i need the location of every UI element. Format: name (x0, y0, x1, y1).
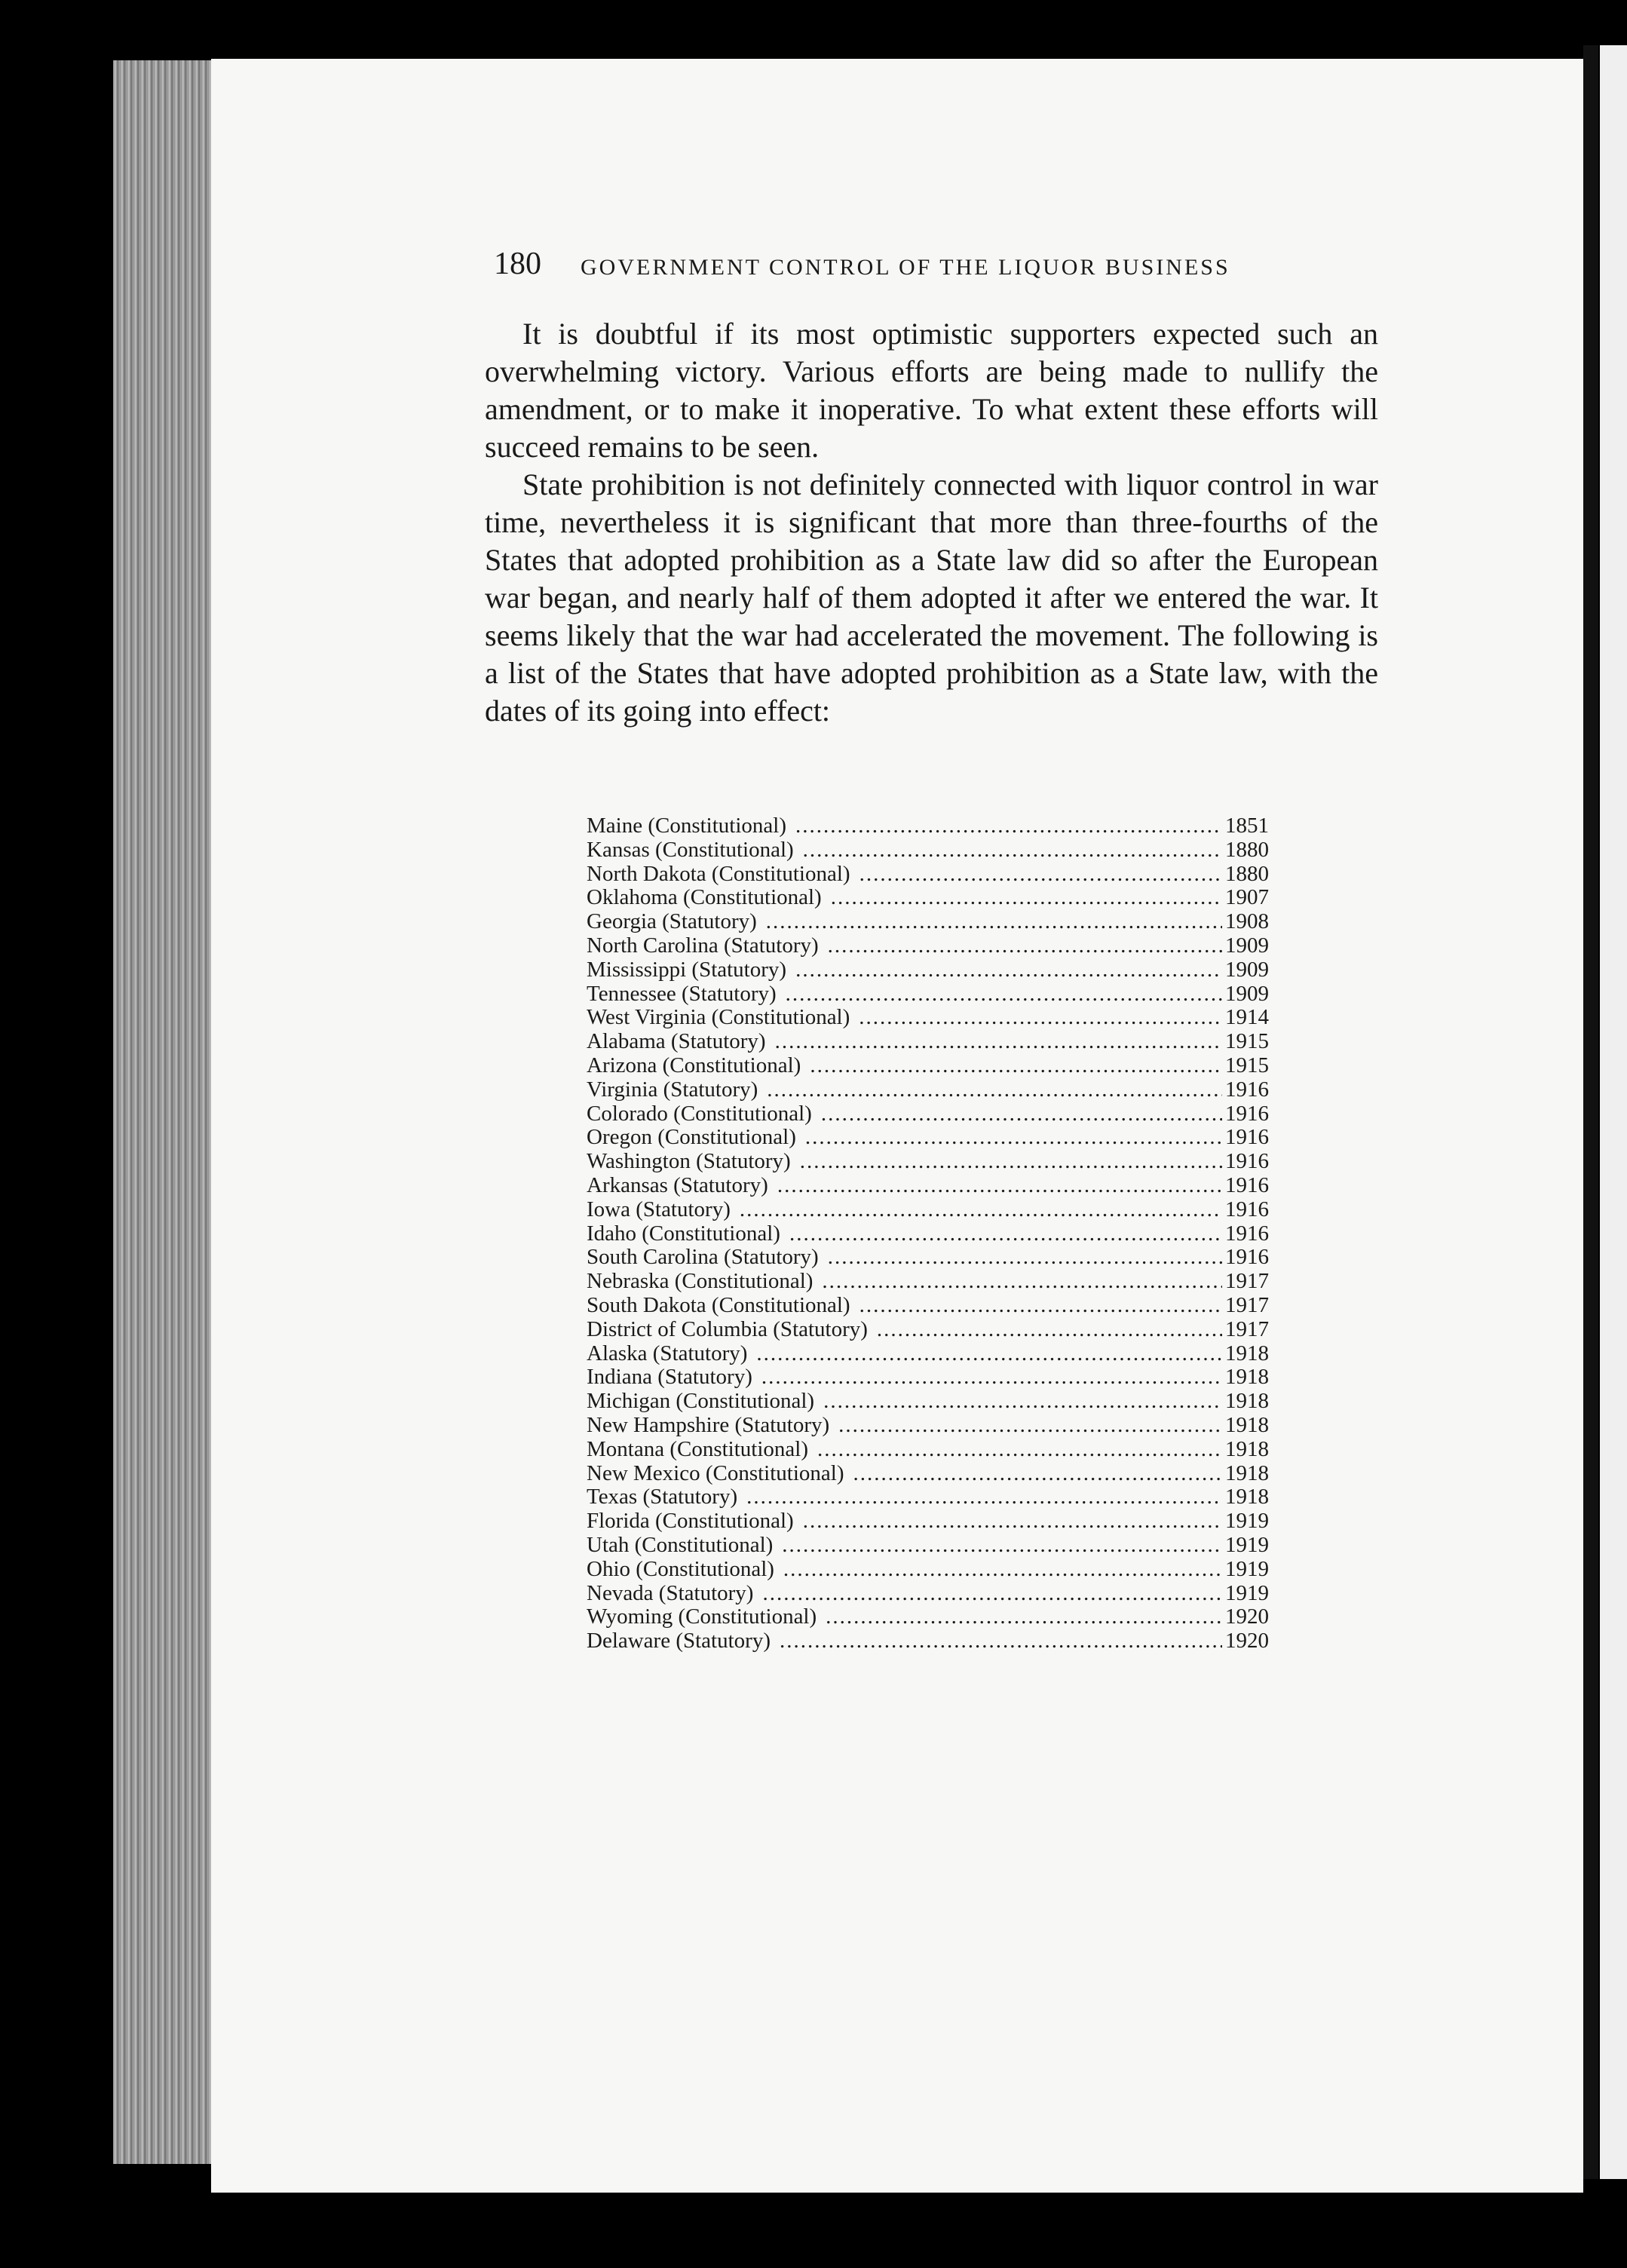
list-item (587, 1558, 1269, 1582)
state-name: Arizona (Constitutional) (587, 1053, 801, 1077)
effective-year: 1920 (1225, 1604, 1269, 1629)
dot-leader (766, 910, 1222, 934)
list-item (587, 1462, 1269, 1486)
effective-year: 1917 (1225, 1269, 1269, 1294)
dot-leader (800, 1150, 1222, 1174)
list-item (587, 1605, 1269, 1629)
dot-leader (761, 1365, 1222, 1390)
effective-year: 1909 (1225, 981, 1269, 1006)
list-item (587, 1582, 1269, 1606)
list-item (587, 1222, 1269, 1246)
effective-year: 1916 (1225, 1197, 1269, 1221)
dot-leader (782, 1534, 1222, 1558)
effective-year: 1914 (1225, 1005, 1269, 1030)
state-name: District of Columbia (Statutory) (587, 1316, 868, 1341)
state-name: Delaware (Statutory) (587, 1629, 771, 1653)
state-name: Colorado (Constitutional) (587, 1101, 812, 1126)
dot-leader (803, 838, 1222, 863)
dot-leader (795, 958, 1222, 982)
list-item (587, 1078, 1269, 1102)
list-item (587, 863, 1269, 887)
list-item (587, 1054, 1269, 1078)
dot-leader (756, 1342, 1222, 1366)
state-name: South Carolina (Statutory) (587, 1245, 819, 1270)
dot-leader (777, 1174, 1222, 1198)
state-name: Michigan (Constitutional) (587, 1389, 815, 1414)
book-page-edge (113, 60, 219, 2164)
list-item (587, 1534, 1269, 1558)
effective-year: 1915 (1225, 1053, 1269, 1077)
page-header (494, 246, 1368, 299)
effective-year: 1915 (1225, 1029, 1269, 1054)
state-name: Ohio (Constitutional) (587, 1556, 774, 1581)
list-item (587, 1246, 1269, 1270)
dot-leader (786, 982, 1222, 1007)
dot-leader (817, 1438, 1222, 1462)
body-text (485, 315, 1378, 730)
dot-leader (823, 1390, 1222, 1414)
dot-leader (828, 934, 1222, 958)
list-item (587, 1174, 1269, 1198)
state-name: Texas (Statutory) (587, 1485, 738, 1509)
list-item (587, 910, 1269, 934)
dot-leader (803, 1509, 1222, 1534)
effective-year: 1918 (1225, 1365, 1269, 1390)
list-item (587, 1509, 1269, 1534)
effective-year: 1919 (1225, 1556, 1269, 1581)
list-item (587, 1414, 1269, 1438)
list-item (587, 886, 1269, 910)
list-item (587, 1365, 1269, 1390)
state-name: Idaho (Constitutional) (587, 1221, 780, 1246)
dot-leader (822, 1270, 1222, 1294)
state-name: Georgia (Statutory) (587, 909, 757, 934)
state-name: Kansas (Constitutional) (587, 837, 794, 862)
list-item (587, 1126, 1269, 1150)
effective-year: 1907 (1225, 885, 1269, 910)
effective-year: 1909 (1225, 933, 1269, 958)
list-item (587, 982, 1269, 1007)
effective-year: 1919 (1225, 1532, 1269, 1557)
list-item (587, 814, 1269, 838)
state-name: New Hampshire (Statutory) (587, 1412, 830, 1437)
state-name: South Dakota (Constitutional) (587, 1292, 850, 1317)
list-item (587, 1102, 1269, 1126)
list-item (587, 1629, 1269, 1653)
list-item (587, 958, 1269, 982)
dot-leader (831, 886, 1222, 910)
effective-year: 1918 (1225, 1341, 1269, 1365)
state-name: Oregon (Constitutional) (587, 1125, 796, 1150)
effective-year: 1916 (1225, 1221, 1269, 1246)
state-name: North Dakota (Constitutional) (587, 861, 850, 886)
dot-leader (767, 1078, 1222, 1102)
effective-year: 1916 (1225, 1101, 1269, 1126)
dot-leader (859, 1294, 1222, 1318)
state-name: Alaska (Statutory) (587, 1341, 748, 1365)
list-item (587, 1438, 1269, 1462)
effective-year: 1908 (1225, 909, 1269, 934)
dot-leader (810, 1054, 1222, 1078)
state-name: Oklahoma (Constitutional) (587, 885, 822, 910)
state-name: New Mexico (Constitutional) (587, 1460, 844, 1485)
effective-year: 1880 (1225, 837, 1269, 862)
dot-leader (859, 1006, 1222, 1030)
book-gutter-shadow (1583, 45, 1598, 2179)
state-name: Florida (Constitutional) (587, 1509, 794, 1534)
dot-leader (740, 1198, 1222, 1222)
list-item (587, 1030, 1269, 1054)
state-name: Montana (Constitutional) (587, 1436, 808, 1461)
facing-page-edge (1600, 45, 1627, 2179)
state-name: Maine (Constitutional) (587, 814, 786, 838)
effective-year: 1909 (1225, 957, 1269, 982)
dot-leader (838, 1414, 1222, 1438)
dot-leader (762, 1582, 1222, 1606)
state-name: Utah (Constitutional) (587, 1532, 774, 1557)
paragraph: It is doubtful if its most optimistic supporters expected such an overwhelming victory. Various efforts are being made to nullify the amendment, or to make it inoperative. To what extent these efforts will succeed remains to be seen. (485, 317, 1378, 464)
state-name: Indiana (Statutory) (587, 1365, 752, 1390)
dot-leader (783, 1558, 1222, 1582)
dot-leader (826, 1605, 1222, 1629)
effective-year: 1919 (1225, 1580, 1269, 1605)
state-name: Alabama (Statutory) (587, 1029, 766, 1054)
effective-year: 1916 (1225, 1077, 1269, 1102)
list-item (587, 838, 1269, 863)
list-item (587, 934, 1269, 958)
running-head: GOVERNMENT CONTROL OF THE LIQUOR BUSINESS (581, 255, 1230, 280)
dot-leader (821, 1102, 1222, 1126)
list-item (587, 1318, 1269, 1342)
state-name: Iowa (Statutory) (587, 1197, 731, 1221)
page-number: 180 (494, 247, 541, 281)
state-name: West Virginia (Constitutional) (587, 1005, 850, 1030)
effective-year: 1916 (1225, 1125, 1269, 1150)
effective-year: 1918 (1225, 1485, 1269, 1509)
effective-year: 1917 (1225, 1292, 1269, 1317)
effective-year: 1918 (1225, 1389, 1269, 1414)
list-item (587, 1485, 1269, 1509)
effective-year: 1919 (1225, 1509, 1269, 1534)
effective-year: 1917 (1225, 1316, 1269, 1341)
list-item (587, 1006, 1269, 1030)
list-item (587, 1198, 1269, 1222)
dot-leader (853, 1462, 1222, 1486)
dot-leader (780, 1629, 1222, 1653)
state-name: Washington (Statutory) (587, 1149, 791, 1174)
effective-year: 1920 (1225, 1629, 1269, 1653)
dot-leader (877, 1318, 1222, 1342)
state-name: Arkansas (Statutory) (587, 1172, 768, 1197)
effective-year: 1851 (1225, 814, 1269, 838)
dot-leader (789, 1222, 1222, 1246)
list-item (587, 1294, 1269, 1318)
effective-year: 1918 (1225, 1460, 1269, 1485)
state-name: Nevada (Statutory) (587, 1580, 754, 1605)
effective-year: 1880 (1225, 861, 1269, 886)
dot-leader (828, 1246, 1222, 1270)
effective-year: 1916 (1225, 1172, 1269, 1197)
list-item (587, 1390, 1269, 1414)
list-item (587, 1342, 1269, 1366)
dot-leader (859, 863, 1222, 887)
effective-year: 1916 (1225, 1245, 1269, 1270)
dot-leader (775, 1030, 1222, 1054)
dot-leader (805, 1126, 1222, 1150)
state-name: Virginia (Statutory) (587, 1077, 758, 1102)
paragraph: State prohibition is not definitely connected with liquor control in war time, nevertheless it is significant that more than three-fourths of the States that adopted prohibition as a State law did so after the European war began, and nearly half of them adopted it after we entered the war. It seems likely that the war had accelerated the movement. The following is a list of the States that have adopted prohibition as a State law, with the dates of its going into effect: (485, 467, 1378, 728)
state-name: Mississippi (Statutory) (587, 957, 787, 982)
list-item (587, 1150, 1269, 1174)
dot-leader (746, 1485, 1222, 1509)
effective-year: 1918 (1225, 1436, 1269, 1461)
dot-leader (795, 814, 1222, 838)
list-item (587, 1270, 1269, 1294)
effective-year: 1918 (1225, 1412, 1269, 1437)
state-name: Tennessee (Statutory) (587, 981, 777, 1006)
state-name: Wyoming (Constitutional) (587, 1604, 817, 1629)
effective-year: 1916 (1225, 1149, 1269, 1174)
state-name: Nebraska (Constitutional) (587, 1269, 814, 1294)
state-name: North Carolina (Statutory) (587, 933, 819, 958)
prohibition-states-list (587, 814, 1269, 1653)
